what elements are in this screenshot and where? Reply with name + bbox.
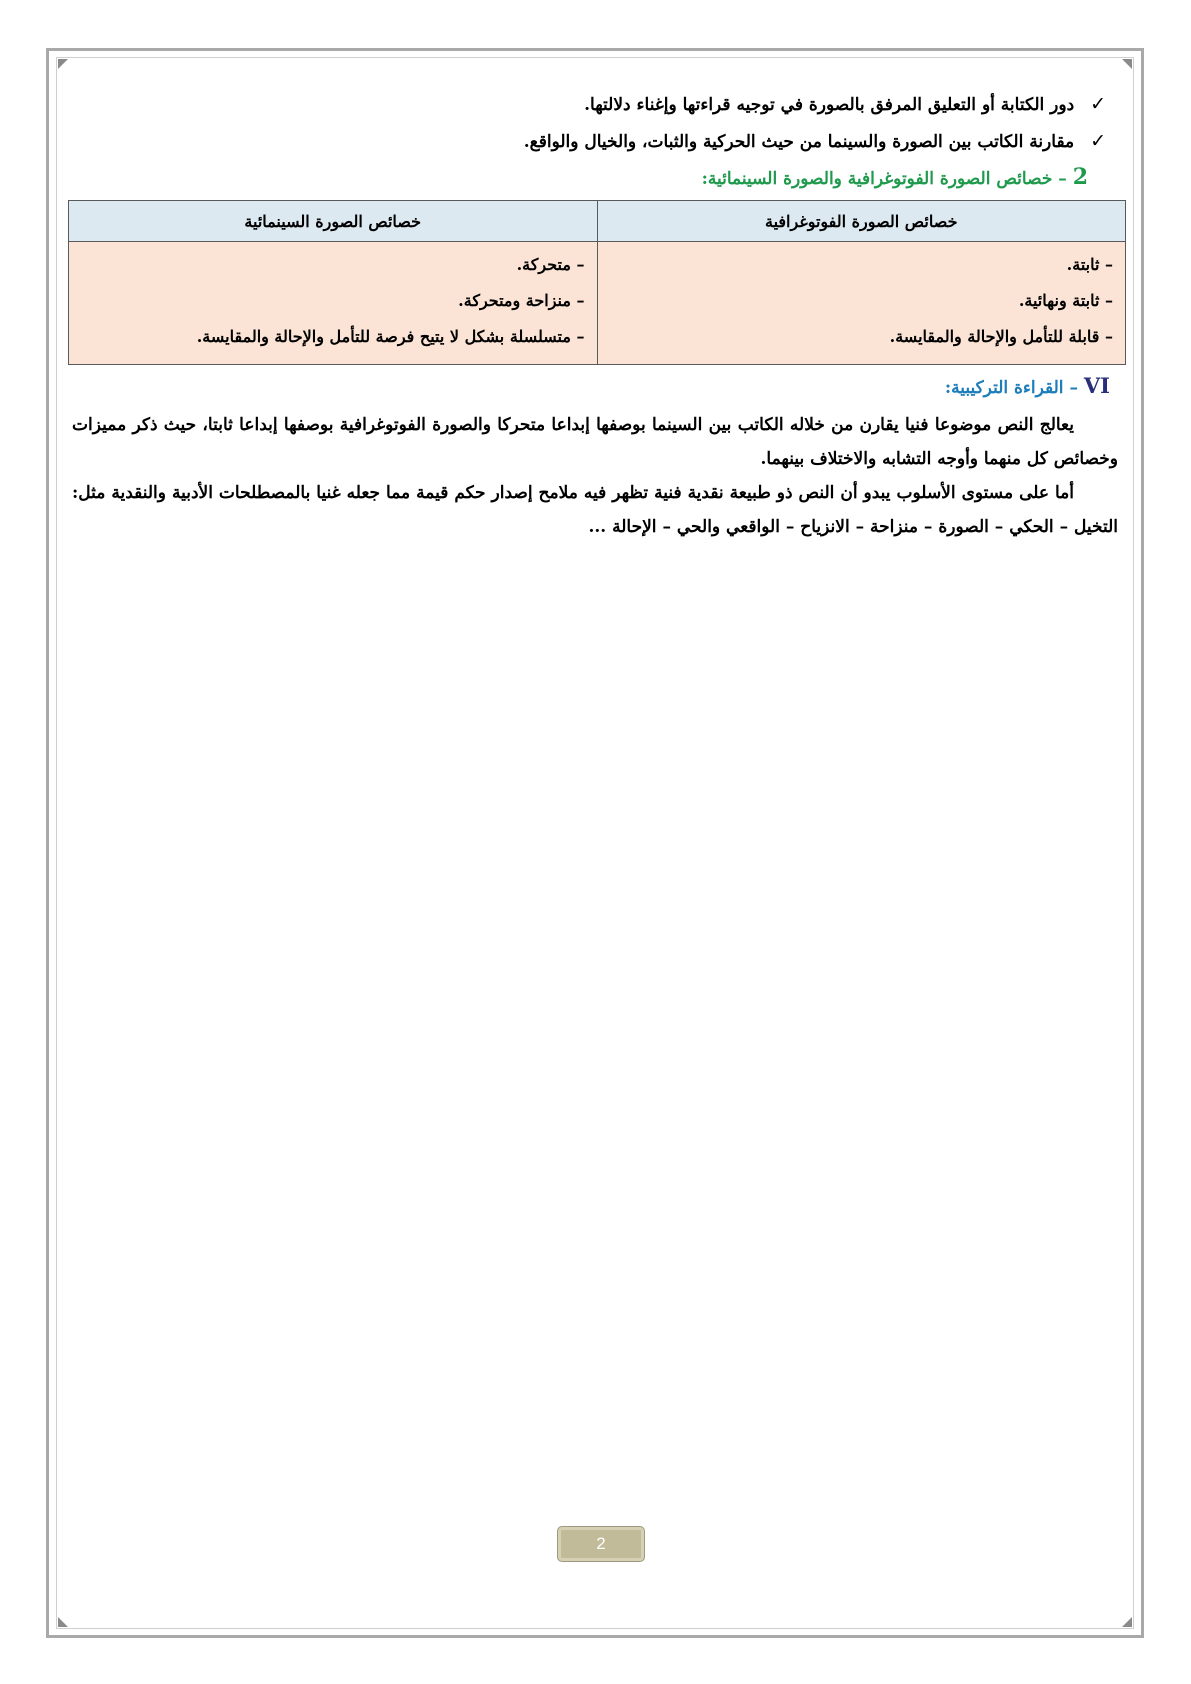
corner-ornament-bottom-left bbox=[58, 1617, 68, 1627]
section-title: – خصائص الصورة الفوتوغرافية والصورة السينمائية: bbox=[701, 169, 1067, 189]
paragraph: يعالج النص موضوعا فنيا يقارن من خلاله الكاتب بين السينما بوصفها إبداعا متحركا والصورة الفوتوغرافية بوصفها إبداعا ثابتا، حيث ذكر مميزات وخصائص كل منهما وأوجه التشابه والاختلاف بينهما. bbox=[72, 415, 1118, 469]
corner-ornament-top-left bbox=[58, 59, 68, 69]
cell-photo bbox=[597, 242, 1126, 365]
list-item: – ثابتة ونهائية. bbox=[1018, 291, 1113, 310]
checklist-text: مقارنة الكاتب بين الصورة والسينما من حيث الحركية والثبات، والخيال والواقع. bbox=[523, 132, 1075, 152]
list-item: – قابلة للتأمل والإحالة والمقايسة. bbox=[889, 327, 1113, 346]
section-heading-2 bbox=[72, 164, 1088, 190]
comparison-table bbox=[68, 200, 1126, 365]
table-header-row bbox=[69, 201, 1126, 242]
section-title: – القراءة التركيبية: bbox=[944, 378, 1078, 398]
header-photo: خصائص الصورة الفوتوغرافية bbox=[597, 201, 1126, 242]
section-heading-vi bbox=[72, 373, 1110, 398]
check-icon: ✓ bbox=[1090, 130, 1106, 152]
checklist-item bbox=[72, 127, 1106, 156]
checklist-item bbox=[72, 90, 1106, 119]
header-cinema: خصائص الصورة السينمائية bbox=[69, 201, 598, 242]
corner-ornament-bottom-right bbox=[1122, 1617, 1132, 1627]
list-item: – متسلسلة بشكل لا يتيح فرصة للتأمل والإحالة والمقايسة. bbox=[196, 327, 585, 346]
check-icon: ✓ bbox=[1090, 93, 1106, 115]
cell-cinema bbox=[69, 242, 598, 365]
list-item: – متحركة. bbox=[516, 255, 585, 274]
table-row bbox=[69, 242, 1126, 365]
list-item: – منزاحة ومتحركة. bbox=[458, 291, 585, 310]
corner-ornament-top-right bbox=[1122, 59, 1132, 69]
page-content bbox=[72, 90, 1122, 544]
page-number-badge: 2 bbox=[557, 1526, 645, 1562]
checklist-text: دور الكتابة أو التعليق المرفق بالصورة في توجيه قراءتها وإغناء دلالتها. bbox=[584, 95, 1075, 115]
list-item: – ثابتة. bbox=[1066, 255, 1113, 274]
section-number: 2 bbox=[1072, 164, 1088, 190]
paragraph: أما على مستوى الأسلوب يبدو أن النص ذو طبيعة نقدية فنية تظهر فيه ملامح إصدار حكم قيمة مما جعله غنيا بالمصطلحات الأدبية والنقدية مثل: التخيل – الحكي – الصورة – منزاحة – الانزياح – الواقعي والحي – الإحالة ... bbox=[72, 483, 1118, 537]
section-roman-numeral: VI bbox=[1083, 373, 1110, 398]
